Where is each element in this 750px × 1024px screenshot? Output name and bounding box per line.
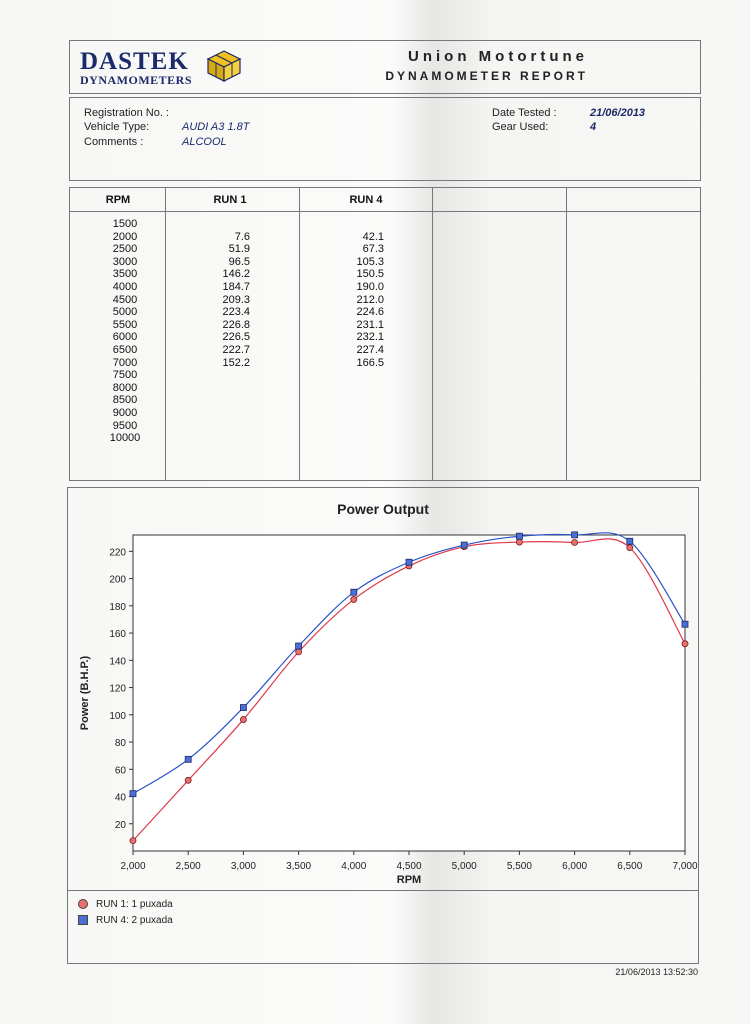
table-cell-run4 <box>304 218 384 231</box>
table-cell-run4: 190.0 <box>356 280 384 293</box>
table-cell-run1: 223.4 <box>222 306 250 319</box>
table-cell-run1: 226.8 <box>222 318 250 331</box>
table-cell-run4: 232.1 <box>356 331 384 344</box>
run4-column <box>304 218 384 445</box>
x-tick-label: 6,500 <box>617 861 643 872</box>
square-marker-icon <box>78 915 88 925</box>
table-cell-rpm: 8500 <box>112 394 138 407</box>
y-tick-label: 80 <box>114 738 126 750</box>
table-cell-rpm: 6500 <box>112 343 138 356</box>
table-cell-rpm: 5500 <box>112 318 138 331</box>
column-divider <box>299 188 300 480</box>
table-cell-run1: 184.7 <box>222 280 250 293</box>
table-cell-rpm: 9500 <box>112 419 138 432</box>
column-divider <box>566 188 567 480</box>
table-cell-run4 <box>304 369 384 382</box>
data-point-run1 <box>240 717 246 723</box>
table-cell-run4: 67.3 <box>362 243 384 256</box>
table-cell-run4: 224.6 <box>356 306 384 319</box>
chart-legend <box>68 890 698 963</box>
table-cell-rpm: 4500 <box>112 293 138 306</box>
data-point-run4 <box>240 705 246 711</box>
x-tick-label: 2,000 <box>120 861 146 872</box>
x-tick-label: 4,500 <box>396 861 422 872</box>
comments-value: ALCOOL <box>182 136 227 148</box>
y-tick-label: 160 <box>109 629 126 641</box>
table-cell-run1 <box>170 369 250 382</box>
table-cell-run1: 226.5 <box>222 331 250 344</box>
y-tick-label: 60 <box>114 765 126 777</box>
x-tick-label: 4,000 <box>341 861 367 872</box>
table-cell-rpm: 3000 <box>112 255 138 268</box>
table-cell-run1: 146.2 <box>222 268 250 281</box>
circle-marker-icon <box>78 899 88 909</box>
table-cell-rpm: 7000 <box>112 356 138 369</box>
legend-label-run4: RUN 4: 2 puxada <box>96 915 173 926</box>
table-cell-run1 <box>170 394 250 407</box>
data-point-run1 <box>572 539 578 545</box>
y-axis-label: Power (B.H.P.) <box>79 655 91 731</box>
x-tick-label: 3,000 <box>230 861 256 872</box>
header-run4: RUN 4 <box>349 194 383 206</box>
table-cell-run1: 222.7 <box>222 343 250 356</box>
chart-title: Power Output <box>337 501 429 517</box>
report-title: DYNAMOMETER REPORT <box>385 69 588 83</box>
registration-label: Registration No. : <box>84 107 169 119</box>
data-point-run4 <box>682 621 688 627</box>
table-cell-run1 <box>170 382 250 395</box>
table-cell-rpm: 2500 <box>112 243 138 256</box>
x-tick-label: 6,000 <box>562 861 588 872</box>
table-cell-run4 <box>304 420 384 433</box>
plot-area <box>133 535 685 851</box>
table-cell-run1: 209.3 <box>222 293 250 306</box>
data-point-run4 <box>351 589 357 595</box>
data-point-run1 <box>185 777 191 783</box>
table-cell-run1: 96.5 <box>228 255 250 268</box>
dastek-logo <box>80 49 250 87</box>
table-cell-run1: 152.2 <box>222 356 250 369</box>
table-cell-rpm: 7500 <box>112 369 138 382</box>
table-cell-run1 <box>170 420 250 433</box>
table-cell-run4 <box>304 394 384 407</box>
column-divider <box>432 188 433 480</box>
data-point-run4 <box>627 538 633 544</box>
data-point-run4 <box>130 791 136 797</box>
data-point-run1 <box>351 596 357 602</box>
table-cell-run4: 150.5 <box>356 268 384 281</box>
table-cell-run1 <box>170 218 250 231</box>
x-tick-label: 5,000 <box>451 861 477 872</box>
x-tick-label: 5,500 <box>506 861 532 872</box>
comments-label: Comments : <box>84 136 144 148</box>
data-point-run1 <box>516 539 522 545</box>
table-cell-run4 <box>304 432 384 445</box>
legend-item-run4 <box>78 915 173 926</box>
cube-logo-icon <box>204 49 244 83</box>
chart-panel <box>67 487 699 964</box>
y-tick-label: 40 <box>114 792 126 804</box>
table-cell-rpm: 9000 <box>112 406 138 419</box>
table-cell-run1 <box>170 432 250 445</box>
table-cell-rpm: 4000 <box>112 280 138 293</box>
logo-main-text: DASTEK <box>80 48 189 75</box>
table-cell-run4 <box>304 382 384 395</box>
vehicle-type-value: AUDI A3 1.8T <box>182 121 250 133</box>
data-point-run1 <box>682 641 688 647</box>
table-cell-rpm: 3500 <box>112 268 138 281</box>
power-output-chart <box>68 488 698 888</box>
table-cell-rpm: 2000 <box>112 230 138 243</box>
legend-item-run1 <box>78 899 173 910</box>
table-cell-run1: 51.9 <box>228 243 250 256</box>
report-header <box>69 40 701 94</box>
table-cell-rpm: 1500 <box>112 218 138 230</box>
data-point-run4 <box>516 533 522 539</box>
x-tick-label: 7,000 <box>672 861 698 872</box>
data-point-run4 <box>461 542 467 548</box>
y-tick-label: 200 <box>109 574 126 586</box>
date-tested-label: Date Tested : <box>492 107 557 119</box>
table-cell-run4: 105.3 <box>356 255 384 268</box>
x-tick-label: 3,500 <box>286 861 312 872</box>
x-tick-label: 2,500 <box>175 861 201 872</box>
run1-column <box>170 218 250 445</box>
y-tick-label: 120 <box>109 683 126 695</box>
gear-used-value: 4 <box>590 121 597 133</box>
y-tick-label: 20 <box>114 819 126 831</box>
print-timestamp: 21/06/2013 13:52:30 <box>615 967 698 977</box>
data-point-run4 <box>185 756 191 762</box>
vehicle-type-label: Vehicle Type: <box>84 121 150 133</box>
data-point-run1 <box>296 649 302 655</box>
y-tick-label: 140 <box>109 656 126 668</box>
table-cell-run4: 212.0 <box>356 293 384 306</box>
table-cell-run4: 231.1 <box>356 318 384 331</box>
table-cell-run1 <box>170 407 250 420</box>
table-cell-rpm: 5000 <box>112 306 138 319</box>
data-point-run1 <box>627 545 633 551</box>
results-table <box>69 187 701 481</box>
table-cell-rpm: 10000 <box>109 432 141 445</box>
data-point-run4 <box>572 532 578 538</box>
data-point-run4 <box>296 643 302 649</box>
header-run1: RUN 1 <box>213 194 247 206</box>
date-tested-value: 21/06/2013 <box>590 107 646 119</box>
data-point-run1 <box>130 838 136 844</box>
y-tick-label: 220 <box>109 547 126 559</box>
gear-used-label: Gear Used: <box>492 121 549 133</box>
table-cell-run4 <box>304 407 384 420</box>
rpm-column <box>100 218 150 445</box>
table-cell-run4: 166.5 <box>356 356 384 369</box>
column-divider <box>165 188 166 480</box>
table-cell-run4: 42.1 <box>362 230 384 243</box>
logo-sub-text: DYNAMOMETERS <box>80 73 193 87</box>
legend-label-run1: RUN 1: 1 puxada <box>96 899 173 910</box>
y-tick-label: 180 <box>109 601 126 613</box>
vehicle-info-panel <box>69 97 701 181</box>
table-cell-rpm: 8000 <box>112 381 138 394</box>
header-rpm: RPM <box>105 194 131 206</box>
company-name: Union Motortune <box>408 48 588 65</box>
table-cell-run4: 227.4 <box>356 343 384 356</box>
data-point-run4 <box>406 559 412 565</box>
x-axis-label: RPM <box>396 874 422 886</box>
table-cell-run1: 7.6 <box>234 230 250 243</box>
y-tick-label: 100 <box>109 710 126 722</box>
table-cell-rpm: 6000 <box>112 331 138 344</box>
